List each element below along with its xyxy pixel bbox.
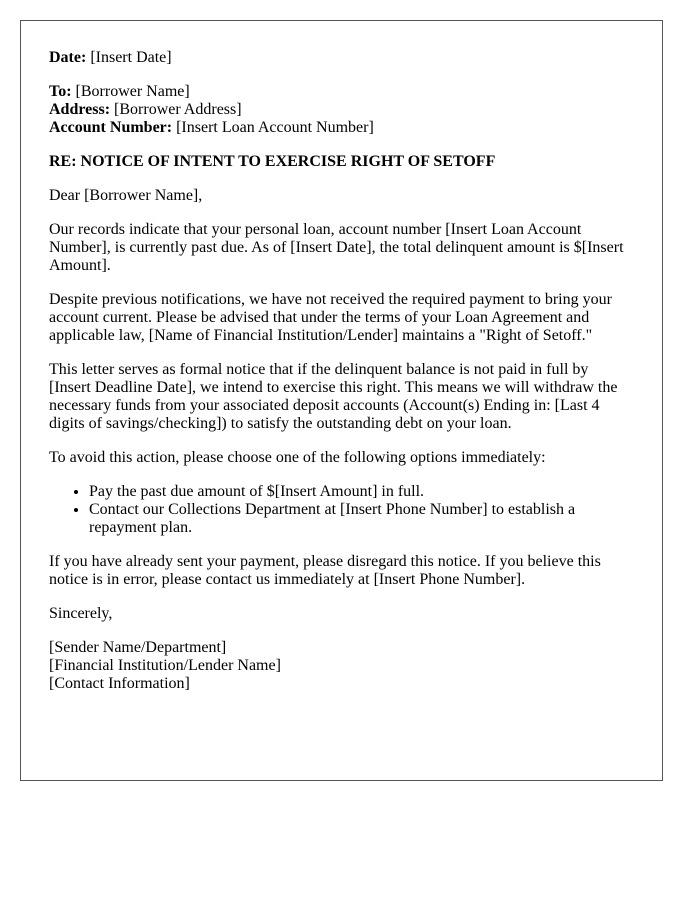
signoff: Sincerely, xyxy=(49,605,113,622)
subject-text: RE: NOTICE OF INTENT TO EXERCISE RIGHT OF SETOFF xyxy=(49,153,496,170)
options-list xyxy=(49,483,634,537)
list-item: • Contact our Collections Department at [Insert Phone Number] to establish a repayment plan. xyxy=(89,501,634,537)
account-value: [Insert Loan Account Number] xyxy=(172,119,374,136)
subject-line xyxy=(49,153,634,171)
closing-paragraph: If you have already sent your payment, please disregard this notice. If you believe this notice is in error, please contact us immediately at [Insert Phone Number]. xyxy=(49,553,601,588)
date-value: [Insert Date] xyxy=(86,49,172,66)
address-label: Address: xyxy=(49,101,111,118)
paragraph: Despite previous notifications, we have not received the required payment to bring your account current. Please be advised that under the terms of your Loan Agreement and applicable law, [Name of Financial Institution/Lender] maintains a "Right of Setoff." xyxy=(49,291,612,344)
address-value: [Borrower Address] xyxy=(110,101,242,118)
paragraph: To avoid this action, please choose one of the following options immediately: xyxy=(49,449,546,466)
date-line xyxy=(49,49,634,67)
paragraph: This letter serves as formal notice that if the delinquent balance is not paid in full by [Insert Deadline Date], we intend to exercise this right. This means we will withdraw the necessary funds from your associated deposit accounts (Account(s) Ending in: [Last 4 digits of savings/checking]) to satisfy the outstanding debt on your loan. xyxy=(49,361,618,432)
signature-block xyxy=(49,639,634,693)
recipient-block xyxy=(49,83,634,137)
to-value: [Borrower Name] xyxy=(71,83,190,100)
account-label: Account Number: xyxy=(49,119,173,136)
sender-name: [Sender Name/Department] xyxy=(49,639,227,656)
letter xyxy=(20,20,663,781)
contact-info: [Contact Information] xyxy=(49,675,190,692)
paragraph: Our records indicate that your personal loan, account number [Insert Loan Account Number], is currently past due. As of [Insert Date], the total delinquent amount is $[Insert Amount]. xyxy=(49,221,624,274)
list-item: • Pay the past due amount of $[Insert Amount] in full. xyxy=(89,483,634,501)
to-label: To: xyxy=(49,83,72,100)
date-label: Date: xyxy=(49,49,87,66)
institution-name: [Financial Institution/Lender Name] xyxy=(49,657,281,674)
salutation: Dear [Borrower Name], xyxy=(49,187,203,204)
